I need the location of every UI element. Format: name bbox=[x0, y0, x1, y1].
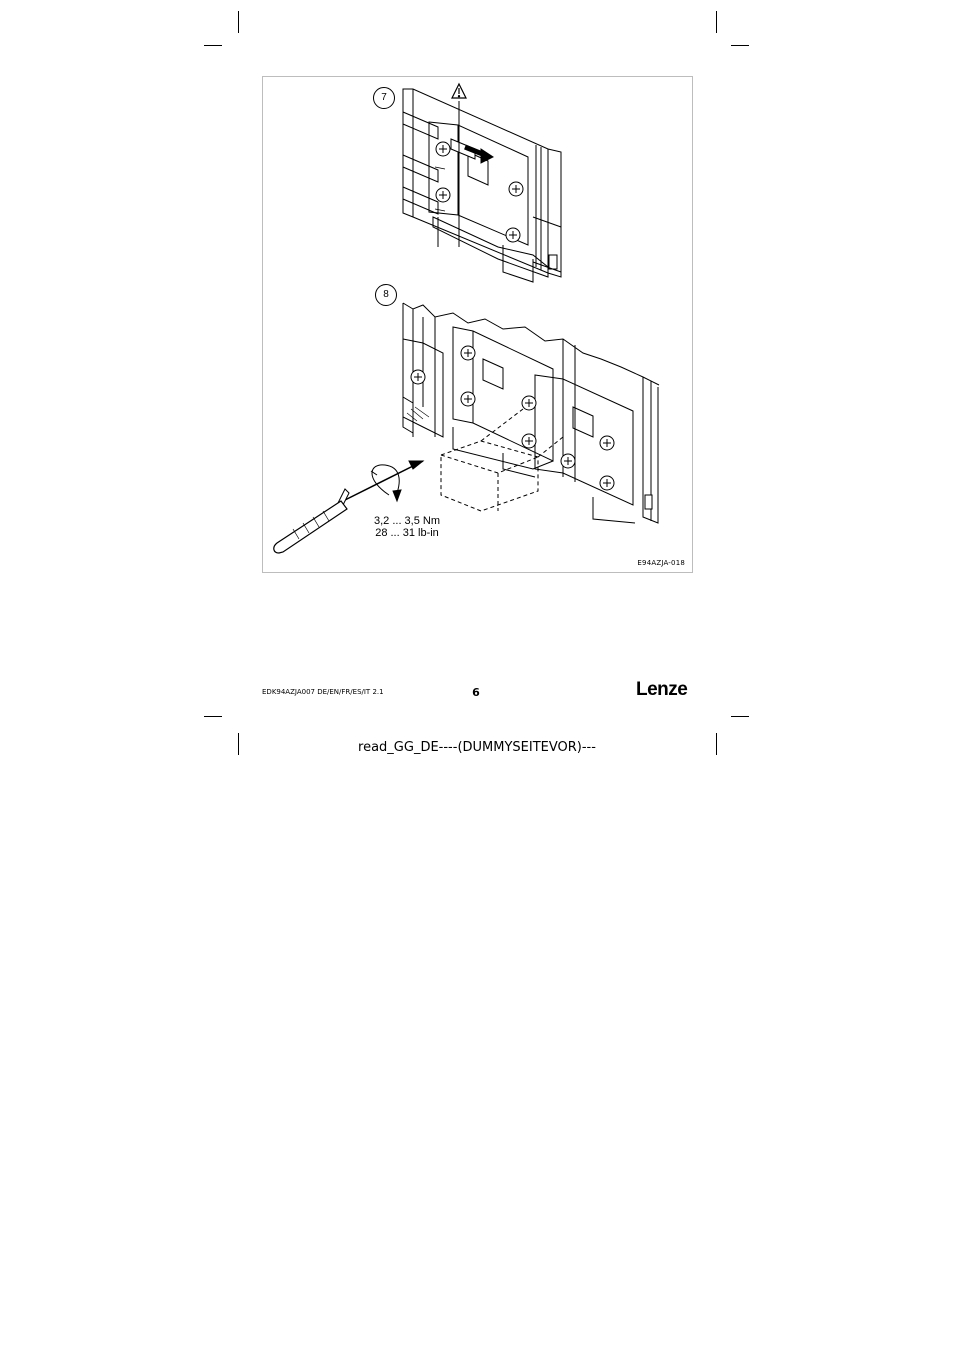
torque-spec bbox=[367, 515, 447, 539]
brand-logo: Lenze bbox=[636, 679, 688, 700]
print-dummy-text: read_GG_DE----(DUMMYSEITEVOR)--- bbox=[358, 740, 596, 755]
crop-mark bbox=[731, 45, 749, 46]
page-number: 6 bbox=[472, 686, 480, 699]
installation-illustration bbox=[263, 77, 692, 572]
crop-mark bbox=[238, 11, 239, 33]
torque-lbin: 28 ... 31 lb-in bbox=[375, 527, 439, 539]
installation-figure bbox=[262, 76, 693, 573]
crop-mark bbox=[716, 11, 717, 33]
crop-mark bbox=[204, 45, 222, 46]
step-8-drawing bbox=[274, 303, 659, 553]
crop-mark bbox=[731, 716, 749, 717]
step-8-label: 8 bbox=[375, 284, 397, 306]
torque-nm: 3,2 ... 3,5 Nm bbox=[373, 515, 441, 527]
step-7-label: 7 bbox=[373, 87, 395, 109]
figure-id: E94AZJA-018 bbox=[637, 559, 685, 567]
document-code: EDK94AZJA007 DE/EN/FR/ES/IT 2.1 bbox=[262, 688, 384, 696]
crop-mark bbox=[204, 716, 222, 717]
warning-triangle-icon bbox=[452, 84, 466, 98]
step-7-drawing bbox=[403, 89, 561, 282]
